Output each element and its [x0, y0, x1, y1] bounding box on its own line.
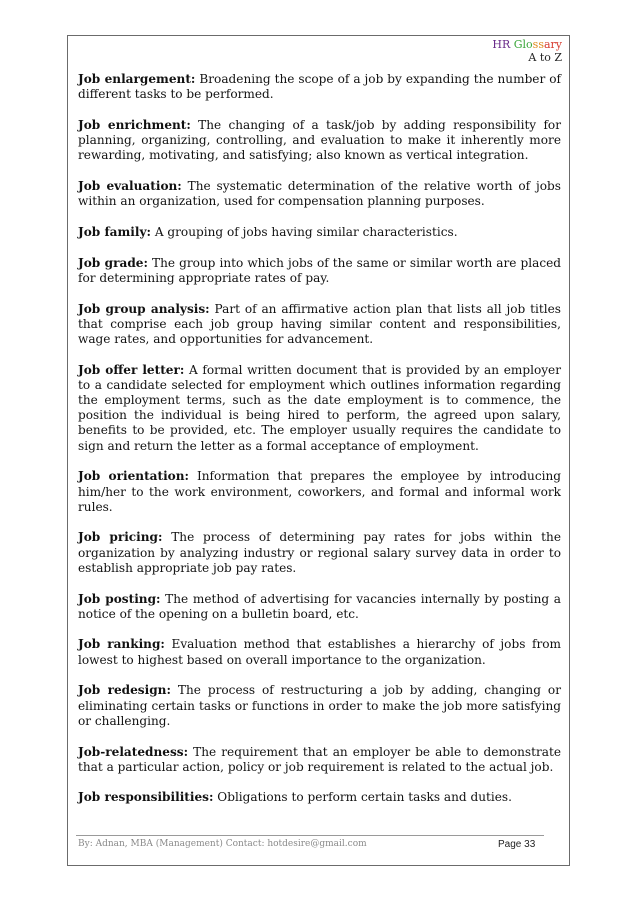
entry-term: Job redesign: [78, 683, 171, 698]
glossary-entry [78, 469, 561, 515]
glossary-entry [78, 363, 561, 454]
entry-definition: The systematic determination of the relative worth of jobs within an organization, used for compensation planning purposes. [78, 179, 561, 209]
page-header [492, 38, 562, 64]
entry-definition: The process of restructuring a job by adding, changing or eliminating certain tasks or functions in order to make the job more satisfying or challenging. [78, 683, 561, 728]
glossary-entry [78, 637, 561, 667]
glossary-content [78, 72, 561, 821]
glossary-entry [78, 302, 561, 348]
entry-definition: A grouping of jobs having similar characteristics. [150, 224, 458, 239]
header-title-glossary: Glossary [513, 38, 562, 51]
footer-author: By: Adnan, MBA (Management) Contact: hotdesire@gmail.com [78, 839, 367, 849]
glossary-entry [78, 72, 561, 102]
glossary-entry [78, 592, 561, 622]
glossary-entry [78, 118, 561, 164]
entry-term: Job posting: [78, 591, 161, 606]
entry-definition: The process of determining pay rates for jobs within the organization by analyzing industry or regional salary survey data in order to establish appropriate job pay rates. [78, 530, 561, 575]
entry-term: Job pricing: [78, 530, 163, 545]
entry-definition: Evaluation method that establishes a hierarchy of jobs from lowest to highest based on overall importance to the organization. [78, 637, 561, 667]
entry-term: Job ranking: [78, 637, 165, 652]
entry-term: Job family: [78, 224, 151, 239]
entry-term: Job group analysis: [78, 301, 210, 316]
entry-definition: A formal written document that is provided by an employer to a candidate selected for employment which outlines information regarding the employment terms, such as the date employment is to commence, the position the individual is being hired to perform, the agreed upon salary, benefits to be provided, etc. The employer usually requires the candidate to sign and return the letter as a formal acceptance of employment. [78, 362, 561, 453]
entry-definition: Broadening the scope of a job by expanding the number of different tasks to be performed. [78, 72, 561, 102]
entry-definition: The group into which jobs of the same or similar worth are placed for determining appropriate rates of pay. [78, 255, 562, 285]
glossary-entry [78, 256, 561, 286]
glossary-entry [78, 179, 561, 209]
entry-definition: Part of an affirmative action plan that lists all job titles that comprise each job group having similar content and responsibilities, wage rates, and opportunities for advancement. [78, 301, 561, 346]
entry-term: Job responsibilities: [78, 790, 214, 805]
entry-term: Job offer letter: [78, 362, 185, 377]
glossary-entry [78, 225, 561, 240]
entry-term: Job enrichment: [78, 117, 191, 132]
entry-definition: The method of advertising for vacancies internally by posting a notice of the opening on a bulletin board, etc. [78, 591, 561, 621]
entry-definition: The changing of a task/job by adding responsibility for planning, organizing, controlling, and evaluation to make it inherently more rewarding, motivating, and satisfying; also known as vertical integration. [78, 117, 561, 163]
page-number: Page 33 [498, 839, 536, 850]
header-range: A to Z [528, 51, 562, 64]
glossary-entry [78, 790, 561, 805]
entry-term: Job evaluation: [78, 179, 182, 194]
entry-definition: Obligations to perform certain tasks and duties. [213, 790, 512, 805]
footer-divider [76, 835, 544, 836]
entry-term: Job grade: [78, 255, 148, 270]
entry-definition: Information that prepares the employee by introducing him/her to the work environment, coworkers, and formal and informal work rules. [78, 469, 561, 514]
glossary-entry [78, 745, 561, 775]
glossary-entry [78, 530, 561, 576]
header-title [492, 38, 562, 51]
header-title-hr: HR [492, 38, 511, 51]
entry-term: Job enlargement: [78, 72, 196, 86]
glossary-entry [78, 683, 561, 729]
entry-term: Job-relatedness: [78, 744, 189, 759]
entry-term: Job orientation: [78, 469, 189, 484]
entry-definition: The requirement that an employer be able to demonstrate that a particular action, policy or job requirement is related to the actual job. [78, 744, 561, 774]
